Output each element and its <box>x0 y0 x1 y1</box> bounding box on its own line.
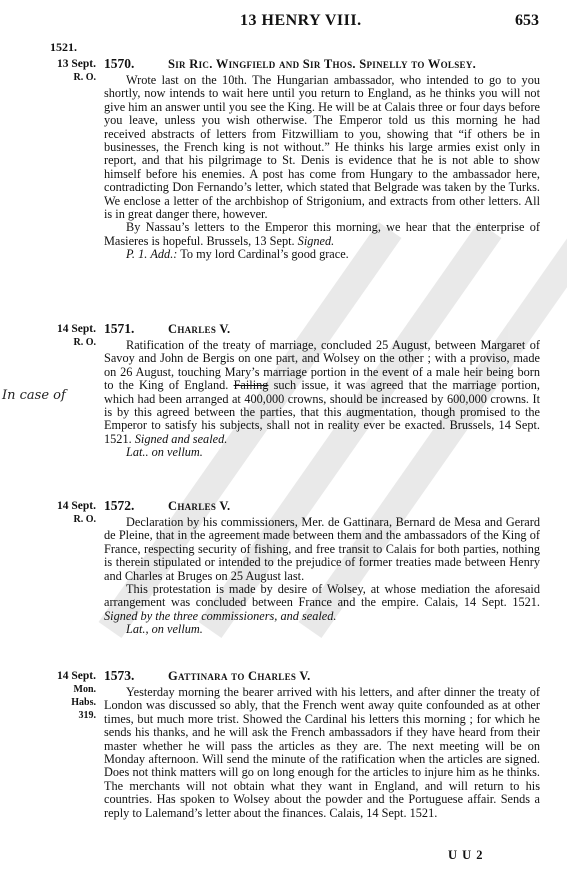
signed-note: Signed by the three commissioners, and sealed. <box>104 608 337 623</box>
entry-source: R. O. <box>73 337 96 348</box>
entry-number: 1570. <box>104 56 135 71</box>
page-number: 653 <box>515 12 539 29</box>
entry-paragraph: Wrote last on the 10th. The Hungarian ambassador, who intended to go to you shortly, now intends to wait here until you return to England, as he thinks you will not give him an answer until you see the King. He will be at Calais three or four days before you leave, unless you wish otherwise. The Emperor told us this morning he had received abstracts of letters from Fitzwilliam to you, showing that “if others be in businesses, the French king is not without.” He thinks his large armies exist only in report, and that his pilgrimage to St. Denis is evidence that he is not able to show himself before his enemies. A post has come from Hungary to the ambassador here, contradicting Don Fernando’s letter, which stated that Belgrade was taken by the Turks. We enclose a letter of the archbishop of Strigonium, and extracts from other letters. All is in great danger there, however. <box>104 73 540 222</box>
signature-mark: U U 2 <box>448 848 484 862</box>
entry-paragraph: By Nassau’s letters to the Emperor this morning, we hear that the enterprise of Masieres is hopeful. Brussels, 13 Sept. Signed. <box>104 220 540 248</box>
entry-number: 1571. <box>104 321 135 336</box>
running-title: 13 HENRY VIII. <box>240 12 362 29</box>
entry-source: R. O. <box>73 514 96 525</box>
entry-paragraph: Ratification of the treaty of marriage, concluded 25 August, between Margaret of Savoy and John de Bergis on one part, and Wolsey on the other ; with a proviso, made on 26 August, touching Mary’s marriage portion in the event of a male heir being born to the King of England. Failing such issue, it was agreed that the marriage portion, which had been arranged at 400,000 crowns, should be increased by 600,000 crowns. It is by this agreed between the parties, that this augmentation, though promised to the Emperor to satisfy his subjects, shall not in reality ever be exacted. Brussels, 14 Sept. 1521. Signed and sealed. <box>104 338 541 446</box>
signed-note: Signed. <box>297 233 335 248</box>
entry-note: Lat.. on vellum. <box>126 445 203 460</box>
signed-note: Signed and sealed. <box>134 431 228 446</box>
entry-margin <box>50 670 96 722</box>
entry-source-page: 319. <box>78 710 96 721</box>
entry-title: Charles V. <box>168 499 231 513</box>
entry-body <box>104 339 540 460</box>
entry-paragraph: Declaration by his commissioners, Mer. de Gattinara, Bernard de Mesa and Gerard de Pleine, that in the agreement made between them and the ambassadors of the King of France, respecting security of fishing, and free transit to Calais for both parties, nothing is therein stipulated or intended to the prejudice of former treaties made between Henry and Charles at Bruges on 25 August last. <box>104 515 540 583</box>
entry-number: 1572. <box>104 498 135 513</box>
entry-date: 14 Sept. <box>57 323 96 335</box>
entry-source: R. O. <box>73 72 96 83</box>
entry-body <box>104 686 540 820</box>
page-header <box>0 12 567 36</box>
entry-paragraph: Yesterday morning the bearer arrived with his letters, and after dinner the treaty of London was discussed so ably, that the French went away quite confounded as at other times, but much more trist. Showed the Cardinal his letters this morning ; for which he sends his thanks, and he will ask the French ambassadors if they have heard from their master whether he will pass the articles as they are. The next meeting will be on Monday afternoon. Will send the minute of the ratification when the articles are signed. Does not think matters will go on long enough for the articles to injure him as he thinks. The merchants will not obtain what they want in England, and will return to his countries. Has spoken to Wolsey about the powder and the Portuguese affair. Sends a reply to Lalemand’s letter about the finances. Calais, 14 Sept. 1521. <box>104 685 540 820</box>
entry-note: P. 1. Add.: To my lord Cardinal’s good grace. <box>126 247 349 262</box>
entry-date: 14 Sept. <box>57 500 96 512</box>
handwritten-annotation: In case of <box>2 388 66 403</box>
entry-body <box>104 516 540 637</box>
entry-margin <box>50 323 96 349</box>
year-label: 1521. <box>50 40 77 54</box>
entry-paragraph: This protestation is made by desire of Wolsey, at whose mediation the aforesaid arrangement was concluded between France and the empire. Calais, 14 Sept. 1521. Signed by the three commissioners, and sealed. <box>104 582 540 623</box>
entry-title: Sir Ric. Wingfield and Sir Thos. Spinelly to Wolsey. <box>168 57 477 71</box>
entry-body <box>104 74 540 262</box>
entry-number: 1573. <box>104 668 135 683</box>
entry-margin <box>50 500 96 526</box>
entry-date: 14 Sept. <box>57 670 96 682</box>
entry-title: Charles V. <box>168 322 231 336</box>
struck-word: Failing <box>233 378 269 393</box>
entry-title: Gattinara to Charles V. <box>168 669 311 683</box>
entry-note: Lat., on vellum. <box>126 622 203 637</box>
entry-source: Mon. Habs. <box>71 684 96 708</box>
entry-date: 13 Sept. <box>57 58 96 70</box>
entry-margin <box>50 58 96 84</box>
